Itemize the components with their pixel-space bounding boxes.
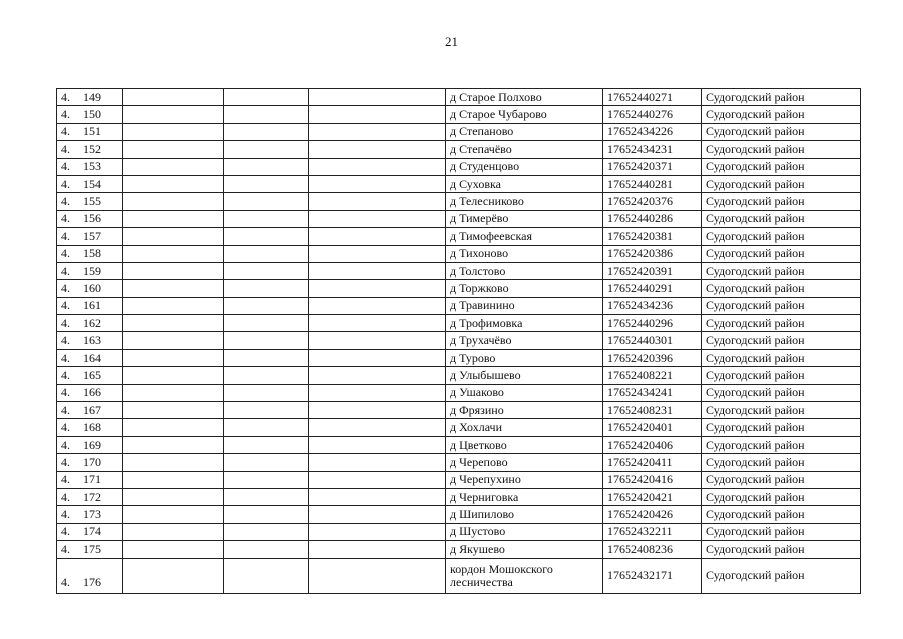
row-section-number: 4. xyxy=(61,420,70,435)
empty-cell xyxy=(123,488,224,505)
empty-cell xyxy=(123,436,224,453)
row-number-cell xyxy=(57,367,123,384)
empty-cell xyxy=(224,402,309,419)
oktmo-code-cell: 17652420411 xyxy=(603,454,702,471)
row-item-number: 156 xyxy=(83,211,101,226)
table-row xyxy=(57,488,861,505)
row-item-number: 151 xyxy=(83,124,101,139)
row-section-number: 4. xyxy=(61,367,70,382)
settlement-name-cell: д Турово xyxy=(446,349,603,366)
row-item-number: 150 xyxy=(83,107,101,122)
district-cell: Судогодский район xyxy=(702,419,861,436)
district-cell: Судогодский район xyxy=(702,558,861,593)
settlement-name-cell: д Травинино xyxy=(446,297,603,314)
empty-cell xyxy=(309,228,446,245)
row-item-number: 155 xyxy=(83,194,101,209)
oktmo-code-cell: 17652420416 xyxy=(603,471,702,488)
table-row xyxy=(57,228,861,245)
row-number-cell xyxy=(57,558,123,593)
settlement-name-cell: д Степаново xyxy=(446,123,603,140)
empty-cell xyxy=(309,367,446,384)
oktmo-code-cell: 17652420401 xyxy=(603,419,702,436)
district-cell: Судогодский район xyxy=(702,541,861,558)
empty-cell xyxy=(309,262,446,279)
row-number-cell xyxy=(57,488,123,505)
empty-cell xyxy=(309,89,446,106)
row-section-number: 4. xyxy=(61,263,70,278)
row-section-number: 4. xyxy=(61,89,70,104)
table-row xyxy=(57,436,861,453)
table-row xyxy=(57,471,861,488)
row-section-number: 4. xyxy=(61,385,70,400)
row-number-cell xyxy=(57,506,123,523)
row-item-number: 149 xyxy=(83,89,101,104)
table-row xyxy=(57,384,861,401)
table-row xyxy=(57,297,861,314)
empty-cell xyxy=(224,367,309,384)
row-item-number: 165 xyxy=(83,367,101,382)
empty-cell xyxy=(309,384,446,401)
empty-cell xyxy=(123,419,224,436)
district-cell: Судогодский район xyxy=(702,141,861,158)
empty-cell xyxy=(224,193,309,210)
table-row xyxy=(57,262,861,279)
district-cell: Судогодский район xyxy=(702,245,861,262)
oktmo-code-cell: 17652440286 xyxy=(603,210,702,227)
district-cell: Судогодский район xyxy=(702,262,861,279)
empty-cell xyxy=(123,297,224,314)
row-item-number: 166 xyxy=(83,385,101,400)
empty-cell xyxy=(309,245,446,262)
row-section-number: 4. xyxy=(61,141,70,156)
district-cell: Судогодский район xyxy=(702,210,861,227)
row-section-number: 4. xyxy=(61,159,70,174)
row-number-cell xyxy=(57,228,123,245)
row-number-cell xyxy=(57,262,123,279)
empty-cell xyxy=(309,419,446,436)
row-item-number: 164 xyxy=(83,350,101,365)
row-section-number: 4. xyxy=(61,246,70,261)
empty-cell xyxy=(309,175,446,192)
row-number-cell xyxy=(57,471,123,488)
row-item-number: 174 xyxy=(83,524,101,539)
settlement-name-cell: кордон Мошокского лесничества xyxy=(446,558,603,593)
settlement-name-cell: д Толстово xyxy=(446,262,603,279)
empty-cell xyxy=(309,158,446,175)
empty-cell xyxy=(309,123,446,140)
row-number-cell xyxy=(57,436,123,453)
empty-cell xyxy=(123,471,224,488)
row-section-number: 4. xyxy=(61,107,70,122)
empty-cell xyxy=(224,558,309,593)
row-item-number: 173 xyxy=(83,507,101,522)
district-cell: Судогодский район xyxy=(702,332,861,349)
oktmo-code-cell: 17652434241 xyxy=(603,384,702,401)
empty-cell xyxy=(123,367,224,384)
row-section-number: 4. xyxy=(61,194,70,209)
settlement-name-cell: д Шустово xyxy=(446,523,603,540)
settlement-name-cell: д Телесниково xyxy=(446,193,603,210)
table-row xyxy=(57,141,861,158)
oktmo-code-cell: 17652420396 xyxy=(603,349,702,366)
row-item-number: 160 xyxy=(83,280,101,295)
table-row xyxy=(57,506,861,523)
table-row xyxy=(57,315,861,332)
oktmo-code-cell: 17652440291 xyxy=(603,280,702,297)
empty-cell xyxy=(224,349,309,366)
settlement-name-cell: д Студенцово xyxy=(446,158,603,175)
row-number-cell xyxy=(57,245,123,262)
settlement-name-cell: д Трофимовка xyxy=(446,315,603,332)
row-item-number: 161 xyxy=(83,298,101,313)
row-number-cell xyxy=(57,402,123,419)
row-section-number: 4. xyxy=(61,124,70,139)
oktmo-code-cell: 17652420426 xyxy=(603,506,702,523)
settlement-name-cell: д Якушево xyxy=(446,541,603,558)
empty-cell xyxy=(224,175,309,192)
table-row xyxy=(57,175,861,192)
district-cell: Судогодский район xyxy=(702,158,861,175)
empty-cell xyxy=(224,419,309,436)
empty-cell xyxy=(123,123,224,140)
row-section-number: 4. xyxy=(61,472,70,487)
empty-cell xyxy=(224,280,309,297)
oktmo-code-cell: 17652420376 xyxy=(603,193,702,210)
row-number-cell xyxy=(57,89,123,106)
empty-cell xyxy=(309,332,446,349)
row-section-number: 4. xyxy=(61,524,70,539)
row-item-number: 172 xyxy=(83,489,101,504)
empty-cell xyxy=(123,210,224,227)
district-cell: Судогодский район xyxy=(702,436,861,453)
table-row xyxy=(57,280,861,297)
empty-cell xyxy=(309,436,446,453)
settlement-name-cell: д Тихоново xyxy=(446,245,603,262)
row-item-number: 175 xyxy=(83,541,101,556)
page-number: 21 xyxy=(445,34,458,49)
empty-cell xyxy=(309,402,446,419)
empty-cell xyxy=(123,193,224,210)
empty-cell xyxy=(224,228,309,245)
empty-cell xyxy=(309,471,446,488)
settlement-name-cell: д Торжково xyxy=(446,280,603,297)
empty-cell xyxy=(309,280,446,297)
empty-cell xyxy=(123,454,224,471)
table-row xyxy=(57,523,861,540)
settlement-name-cell: д Старое Полхово xyxy=(446,89,603,106)
district-cell: Судогодский район xyxy=(702,384,861,401)
settlement-name-cell: д Фрязино xyxy=(446,402,603,419)
row-item-number: 158 xyxy=(83,246,101,261)
row-section-number: 4. xyxy=(61,298,70,313)
district-cell: Судогодский район xyxy=(702,454,861,471)
oktmo-code-cell: 17652420371 xyxy=(603,158,702,175)
district-cell: Судогодский район xyxy=(702,367,861,384)
empty-cell xyxy=(123,506,224,523)
empty-cell xyxy=(123,384,224,401)
table-row xyxy=(57,419,861,436)
oktmo-code-cell: 17652420421 xyxy=(603,488,702,505)
table-row xyxy=(57,193,861,210)
row-number-cell xyxy=(57,315,123,332)
table-row xyxy=(57,245,861,262)
settlement-name-cell: д Улыбышево xyxy=(446,367,603,384)
row-item-number: 176 xyxy=(83,574,101,589)
row-section-number: 4. xyxy=(61,211,70,226)
row-number-cell xyxy=(57,349,123,366)
empty-cell xyxy=(123,332,224,349)
settlement-name-cell: д Шипилово xyxy=(446,506,603,523)
empty-cell xyxy=(309,106,446,123)
table-row xyxy=(57,402,861,419)
table-row xyxy=(57,349,861,366)
row-number-cell xyxy=(57,175,123,192)
table-row xyxy=(57,106,861,123)
table-row xyxy=(57,454,861,471)
row-section-number: 4. xyxy=(61,350,70,365)
row-item-number: 168 xyxy=(83,420,101,435)
oktmo-code-cell: 17652408221 xyxy=(603,367,702,384)
empty-cell xyxy=(309,488,446,505)
empty-cell xyxy=(224,262,309,279)
empty-cell xyxy=(309,297,446,314)
oktmo-code-cell: 17652440281 xyxy=(603,175,702,192)
row-number-cell xyxy=(57,193,123,210)
settlement-name-cell: д Черниговка xyxy=(446,488,603,505)
district-cell: Судогодский район xyxy=(702,349,861,366)
settlement-name-cell: д Трухачёво xyxy=(446,332,603,349)
oktmo-code-cell: 17652434231 xyxy=(603,141,702,158)
empty-cell xyxy=(224,332,309,349)
empty-cell xyxy=(309,210,446,227)
settlement-name-cell: д Старое Чубарово xyxy=(446,106,603,123)
row-section-number: 4. xyxy=(61,315,70,330)
row-number-cell xyxy=(57,297,123,314)
oktmo-code-cell: 17652440271 xyxy=(603,89,702,106)
empty-cell xyxy=(123,175,224,192)
empty-cell xyxy=(123,349,224,366)
row-item-number: 153 xyxy=(83,159,101,174)
empty-cell xyxy=(224,123,309,140)
empty-cell xyxy=(309,541,446,558)
oktmo-code-cell: 17652434236 xyxy=(603,297,702,314)
empty-cell xyxy=(123,262,224,279)
settlement-name-cell: д Тимофеевская xyxy=(446,228,603,245)
empty-cell xyxy=(309,454,446,471)
row-number-cell xyxy=(57,541,123,558)
empty-cell xyxy=(224,436,309,453)
district-cell: Судогодский район xyxy=(702,523,861,540)
row-number-cell xyxy=(57,419,123,436)
district-cell: Судогодский район xyxy=(702,280,861,297)
empty-cell xyxy=(224,89,309,106)
empty-cell xyxy=(123,89,224,106)
oktmo-code-cell: 17652408236 xyxy=(603,541,702,558)
district-cell: Судогодский район xyxy=(702,297,861,314)
table-row xyxy=(57,123,861,140)
empty-cell xyxy=(123,141,224,158)
row-item-number: 157 xyxy=(83,228,101,243)
table-row xyxy=(57,541,861,558)
empty-cell xyxy=(224,297,309,314)
row-number-cell xyxy=(57,523,123,540)
settlement-name-cell: д Хохлачи xyxy=(446,419,603,436)
empty-cell xyxy=(123,315,224,332)
empty-cell xyxy=(224,384,309,401)
table-row xyxy=(57,332,861,349)
oktmo-code-cell: 17652432171 xyxy=(603,558,702,593)
district-cell: Судогодский район xyxy=(702,402,861,419)
settlement-name-cell: д Ушаково xyxy=(446,384,603,401)
oktmo-code-cell: 17652432211 xyxy=(603,523,702,540)
oktmo-code-cell: 17652440301 xyxy=(603,332,702,349)
table-row xyxy=(57,558,861,593)
row-item-number: 167 xyxy=(83,402,101,417)
settlement-name-cell: д Суховка xyxy=(446,175,603,192)
empty-cell xyxy=(123,245,224,262)
row-item-number: 154 xyxy=(83,176,101,191)
district-cell: Судогодский район xyxy=(702,123,861,140)
row-item-number: 169 xyxy=(83,437,101,452)
empty-cell xyxy=(224,488,309,505)
empty-cell xyxy=(123,541,224,558)
empty-cell xyxy=(123,558,224,593)
district-cell: Судогодский район xyxy=(702,488,861,505)
oktmo-code-cell: 17652420381 xyxy=(603,228,702,245)
row-section-number: 4. xyxy=(61,228,70,243)
row-number-cell xyxy=(57,454,123,471)
district-cell: Судогодский район xyxy=(702,106,861,123)
row-number-cell xyxy=(57,158,123,175)
row-number-cell xyxy=(57,210,123,227)
district-cell: Судогодский район xyxy=(702,175,861,192)
district-cell: Судогодский район xyxy=(702,228,861,245)
empty-cell xyxy=(309,506,446,523)
empty-cell xyxy=(224,106,309,123)
row-number-cell xyxy=(57,106,123,123)
empty-cell xyxy=(224,141,309,158)
row-number-cell xyxy=(57,332,123,349)
row-section-number: 4. xyxy=(61,333,70,348)
row-item-number: 170 xyxy=(83,454,101,469)
empty-cell xyxy=(224,541,309,558)
empty-cell xyxy=(224,210,309,227)
oktmo-code-cell: 17652440276 xyxy=(603,106,702,123)
empty-cell xyxy=(123,228,224,245)
empty-cell xyxy=(123,280,224,297)
empty-cell xyxy=(224,454,309,471)
row-number-cell xyxy=(57,141,123,158)
row-item-number: 171 xyxy=(83,472,101,487)
settlement-name-cell: д Тимерёво xyxy=(446,210,603,227)
settlements-table xyxy=(56,88,861,594)
empty-cell xyxy=(224,523,309,540)
district-cell: Судогодский район xyxy=(702,471,861,488)
row-section-number: 4. xyxy=(61,437,70,452)
oktmo-code-cell: 17652440296 xyxy=(603,315,702,332)
row-section-number: 4. xyxy=(61,176,70,191)
settlement-name-cell: д Черепово xyxy=(446,454,603,471)
table-row xyxy=(57,367,861,384)
empty-cell xyxy=(224,245,309,262)
row-section-number: 4. xyxy=(61,489,70,504)
empty-cell xyxy=(309,141,446,158)
row-number-cell xyxy=(57,384,123,401)
row-section-number: 4. xyxy=(61,507,70,522)
oktmo-code-cell: 17652420386 xyxy=(603,245,702,262)
empty-cell xyxy=(224,158,309,175)
district-cell: Судогодский район xyxy=(702,315,861,332)
row-item-number: 159 xyxy=(83,263,101,278)
table-row xyxy=(57,158,861,175)
empty-cell xyxy=(309,558,446,593)
empty-cell xyxy=(309,315,446,332)
table-row xyxy=(57,89,861,106)
district-cell: Судогодский район xyxy=(702,506,861,523)
row-section-number: 4. xyxy=(61,454,70,469)
row-section-number: 4. xyxy=(61,541,70,556)
oktmo-code-cell: 17652420391 xyxy=(603,262,702,279)
row-number-cell xyxy=(57,123,123,140)
row-section-number: 4. xyxy=(61,574,70,589)
row-item-number: 163 xyxy=(83,333,101,348)
district-cell: Судогодский район xyxy=(702,89,861,106)
empty-cell xyxy=(224,315,309,332)
settlement-name-cell: д Черепухино xyxy=(446,471,603,488)
empty-cell xyxy=(224,506,309,523)
row-section-number: 4. xyxy=(61,402,70,417)
empty-cell xyxy=(309,193,446,210)
empty-cell xyxy=(123,106,224,123)
empty-cell xyxy=(123,158,224,175)
empty-cell xyxy=(123,523,224,540)
table-row xyxy=(57,210,861,227)
settlements-table-body xyxy=(57,89,861,594)
settlement-name-cell: д Цветково xyxy=(446,436,603,453)
empty-cell xyxy=(309,349,446,366)
empty-cell xyxy=(224,471,309,488)
empty-cell xyxy=(309,523,446,540)
row-number-cell xyxy=(57,280,123,297)
row-item-number: 162 xyxy=(83,315,101,330)
oktmo-code-cell: 17652408231 xyxy=(603,402,702,419)
oktmo-code-cell: 17652434226 xyxy=(603,123,702,140)
settlement-name-cell: д Степачёво xyxy=(446,141,603,158)
district-cell: Судогодский район xyxy=(702,193,861,210)
oktmo-code-cell: 17652420406 xyxy=(603,436,702,453)
empty-cell xyxy=(123,402,224,419)
row-section-number: 4. xyxy=(61,280,70,295)
row-item-number: 152 xyxy=(83,141,101,156)
